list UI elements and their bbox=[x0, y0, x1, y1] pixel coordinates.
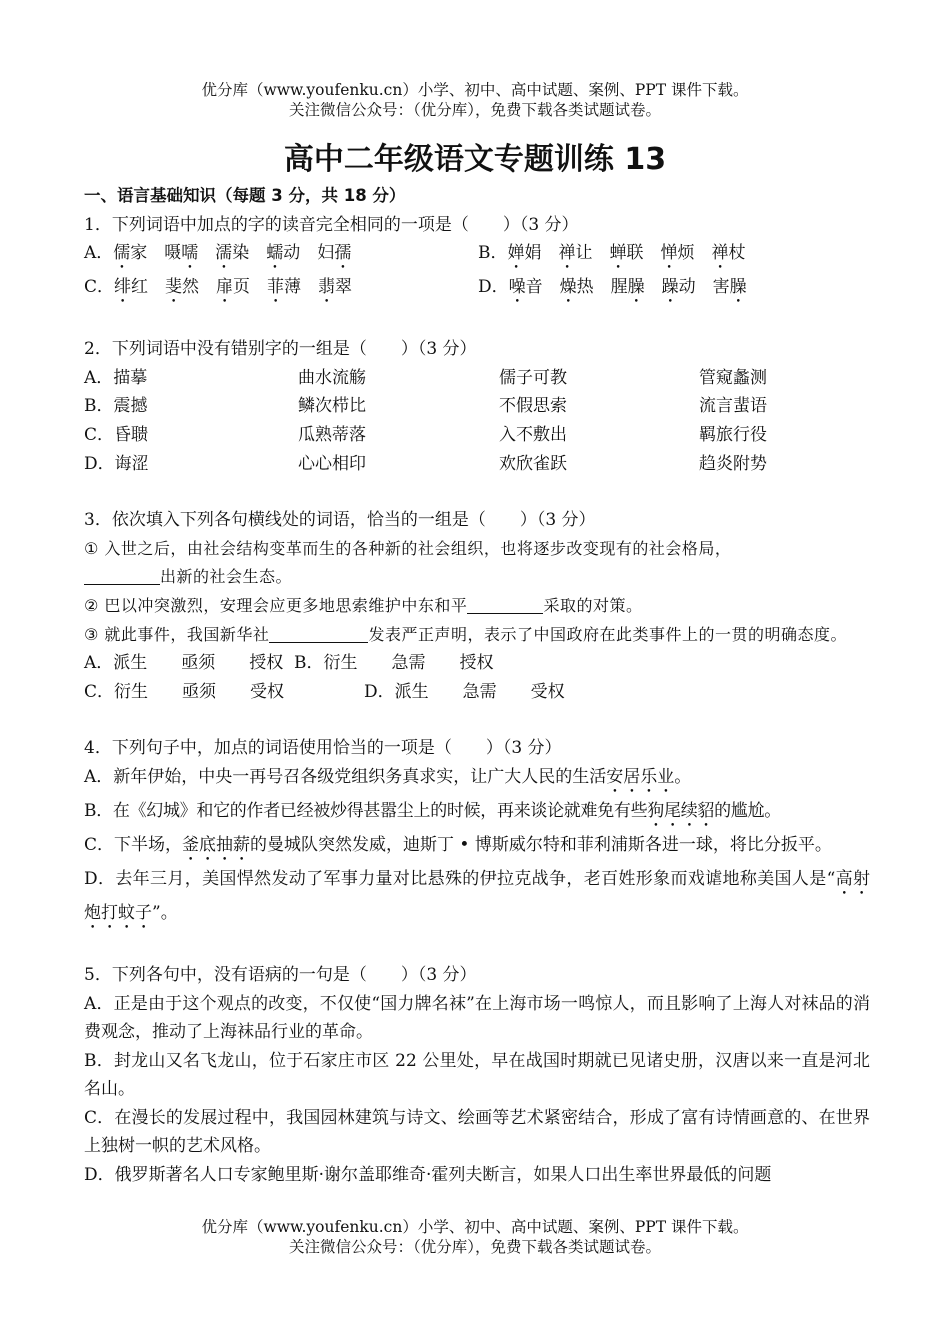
option-word: 噪音 bbox=[508, 277, 543, 298]
dotted-char: 躁 bbox=[661, 277, 679, 298]
question-3 bbox=[84, 506, 870, 706]
option-b: B．衍生 急需 授权 bbox=[294, 653, 494, 674]
option-label: C． bbox=[84, 277, 115, 298]
option-row: B．震撼 鳞次栉比 不假思索 流言蜚语 bbox=[84, 396, 767, 417]
dotted-char: 臊 bbox=[627, 277, 645, 298]
option-word: 绯红 bbox=[114, 277, 149, 298]
document-body bbox=[84, 182, 870, 1190]
option-word: 菲薄 bbox=[267, 277, 302, 298]
option-word: 害臊 bbox=[712, 277, 747, 298]
footer-line-2: 关注微信公众号：（优分库），免费下载各类试题试卷。 bbox=[288, 1238, 661, 1256]
option-row: D．诲涩 心心相印 欢欣雀跃 趋炎附势 bbox=[84, 453, 767, 474]
dotted-phrase: 安居乐业 bbox=[606, 766, 675, 787]
dotted-char: 禅 bbox=[711, 243, 729, 264]
question-2 bbox=[84, 335, 870, 478]
option-word: 惮烦 bbox=[660, 243, 695, 264]
fill-blank bbox=[467, 593, 543, 614]
fill-blank bbox=[269, 622, 368, 643]
sentence-1: ① 入世之后，由社会结构变革而生的各种新的社会组织，也将逐步改变现有的社会格局， 出新的社会生态。 bbox=[84, 538, 732, 587]
option-word: 蝉联 bbox=[609, 243, 644, 264]
option-word: 燥热 bbox=[559, 277, 594, 298]
question-4 bbox=[84, 734, 870, 933]
dotted-char: 孺 bbox=[334, 243, 352, 264]
question-stem: 3．依次填入下列各句横线处的词语，恰当的一组是（ ）（3 分） bbox=[84, 510, 596, 531]
option-word: 斐然 bbox=[165, 277, 200, 298]
dotted-char: 翡 bbox=[318, 277, 336, 298]
dotted-char: 禅 bbox=[558, 243, 576, 264]
option-row: C．昏聩 瓜熟蒂落 入不敷出 羁旅行役 bbox=[84, 424, 767, 445]
option-word: 嗫嚅 bbox=[164, 243, 199, 264]
dotted-char: 儒 bbox=[113, 243, 131, 264]
option-c: C．衍生 亟须 受权 bbox=[84, 681, 285, 702]
sentence-2: ② 巴以冲突激烈，安理会应更多地思索维护中东和平 采取的对策。 bbox=[84, 592, 870, 621]
question-1 bbox=[84, 211, 870, 308]
question-5 bbox=[84, 961, 870, 1190]
option-c: C．在漫长的发展过程中，我国园林建筑与诗文、绘画等艺术紧密结合，形成了富有诗情画意的、在世界上独树一帜的艺术风格。 bbox=[84, 1107, 870, 1157]
option-word: 濡染 bbox=[215, 243, 250, 264]
option-word: 扉页 bbox=[216, 277, 251, 298]
option-word: 翡翠 bbox=[318, 277, 353, 298]
option-word: 禅杖 bbox=[711, 243, 746, 264]
footer-line-1: 优分库（www.youfenku.cn）小学、初中、高中试题、案例、PPT 课件下载。 bbox=[201, 1218, 749, 1236]
section-heading: 一、语言基础知识（每题 3 分，共 18 分） bbox=[84, 186, 406, 205]
dotted-char: 臊 bbox=[729, 277, 747, 298]
option-label: B． bbox=[478, 243, 508, 264]
dotted-char: 蠕 bbox=[266, 243, 284, 264]
dotted-char: 菲 bbox=[267, 277, 285, 298]
question-stem: 2．下列词语中没有错别字的一组是（ ）（3 分） bbox=[84, 339, 477, 360]
page-footer bbox=[0, 1217, 950, 1257]
option-word: 腥臊 bbox=[610, 277, 645, 298]
option-row: A．描摹 曲水流觞 儒子可教 管窥蠡测 bbox=[84, 367, 767, 388]
dotted-phrase: 高射炮打蚊子 bbox=[84, 868, 870, 923]
option-word: 儒家 bbox=[113, 243, 148, 264]
header-line-1: 优分库（www.youfenku.cn）小学、初中、高中试题、案例、PPT 课件下载。 bbox=[201, 81, 749, 99]
dotted-char: 惮 bbox=[660, 243, 678, 264]
option-b: B．封龙山又名飞龙山，位于石家庄市区 22 公里处，早在战国时期就已见诸史册，汉唐以来一直是河北名山。 bbox=[84, 1050, 870, 1100]
option-label: A． bbox=[84, 243, 114, 264]
option-a: A．正是由于这个观点的改变，不仅使“国力牌名袜”在上海市场一鸣惊人，而且影响了上海人对袜品的消费观念，推动了上海袜品行业的革命。 bbox=[84, 993, 870, 1043]
option-d: D．派生 急需 受权 bbox=[364, 681, 565, 702]
option-label: D． bbox=[478, 277, 509, 298]
dotted-phrase: 狗尾续貂 bbox=[647, 800, 715, 821]
question-stem: 4．下列句子中，加点的词语使用恰当的一项是（ ）（3 分） bbox=[84, 738, 562, 759]
option-c: C．下半场，釜底抽薪的曼城队突然发威，迪斯丁 • 博斯威尔特和菲利浦斯各进一球，将比分扳平。 bbox=[84, 834, 832, 855]
dotted-char: 嚅 bbox=[181, 243, 199, 264]
dotted-char: 噪 bbox=[508, 277, 526, 298]
dotted-char: 婵 bbox=[507, 243, 525, 264]
document-title: 高中二年级语文专题训练 13 bbox=[283, 142, 667, 177]
option-word: 禅让 bbox=[558, 243, 593, 264]
option-b: B．在《幻城》和它的作者已经被炒得甚嚣尘上的时候，再来谈论就难免有些狗尾续貂的尴尬。 bbox=[84, 800, 781, 821]
question-stem: 5．下列各句中，没有语病的一句是（ ）（3 分） bbox=[84, 964, 477, 985]
option-a: A．新年伊始，中央一再号召各级党组织务真求实，让广大人民的生活安居乐业。 bbox=[84, 766, 692, 787]
option-word: 躁动 bbox=[661, 277, 696, 298]
page-header bbox=[0, 80, 950, 120]
option-word: 妇孺 bbox=[317, 243, 352, 264]
header-line-2: 关注微信公众号：（优分库），免费下载各类试题试卷。 bbox=[288, 101, 661, 119]
dotted-phrase: 釜底抽薪 bbox=[182, 834, 251, 855]
option-d: D．俄罗斯著名人口专家鲍里斯·谢尔盖耶维奇·霍列夫断言，如果人口出生率世界最低的问题 bbox=[84, 1165, 772, 1186]
dotted-char: 绯 bbox=[114, 277, 132, 298]
dotted-char: 濡 bbox=[215, 243, 233, 264]
sentence-3: ③ 就此事件，我国新华社 发表严正声明，表示了中国政府在此类事件上的一贯的明确态度。 bbox=[84, 621, 870, 650]
dotted-char: 燥 bbox=[559, 277, 577, 298]
dotted-char: 蝉 bbox=[609, 243, 627, 264]
question-stem: 1．下列词语中加点的字的读音完全相同的一项是（ ）（3 分） bbox=[84, 214, 579, 235]
fill-blank bbox=[84, 564, 160, 585]
dotted-char: 斐 bbox=[165, 277, 183, 298]
option-d: D．去年三月，美国悍然发动了军事力量对比悬殊的伊拉克战争，老百姓形象而戏谑地称美国人是“高射炮打蚊子”。 bbox=[84, 868, 870, 923]
option-word: 婵娟 bbox=[507, 243, 542, 264]
option-word: 蠕动 bbox=[266, 243, 301, 264]
option-a: A．派生 亟须 授权 bbox=[84, 653, 284, 674]
dotted-char: 扉 bbox=[216, 277, 234, 298]
